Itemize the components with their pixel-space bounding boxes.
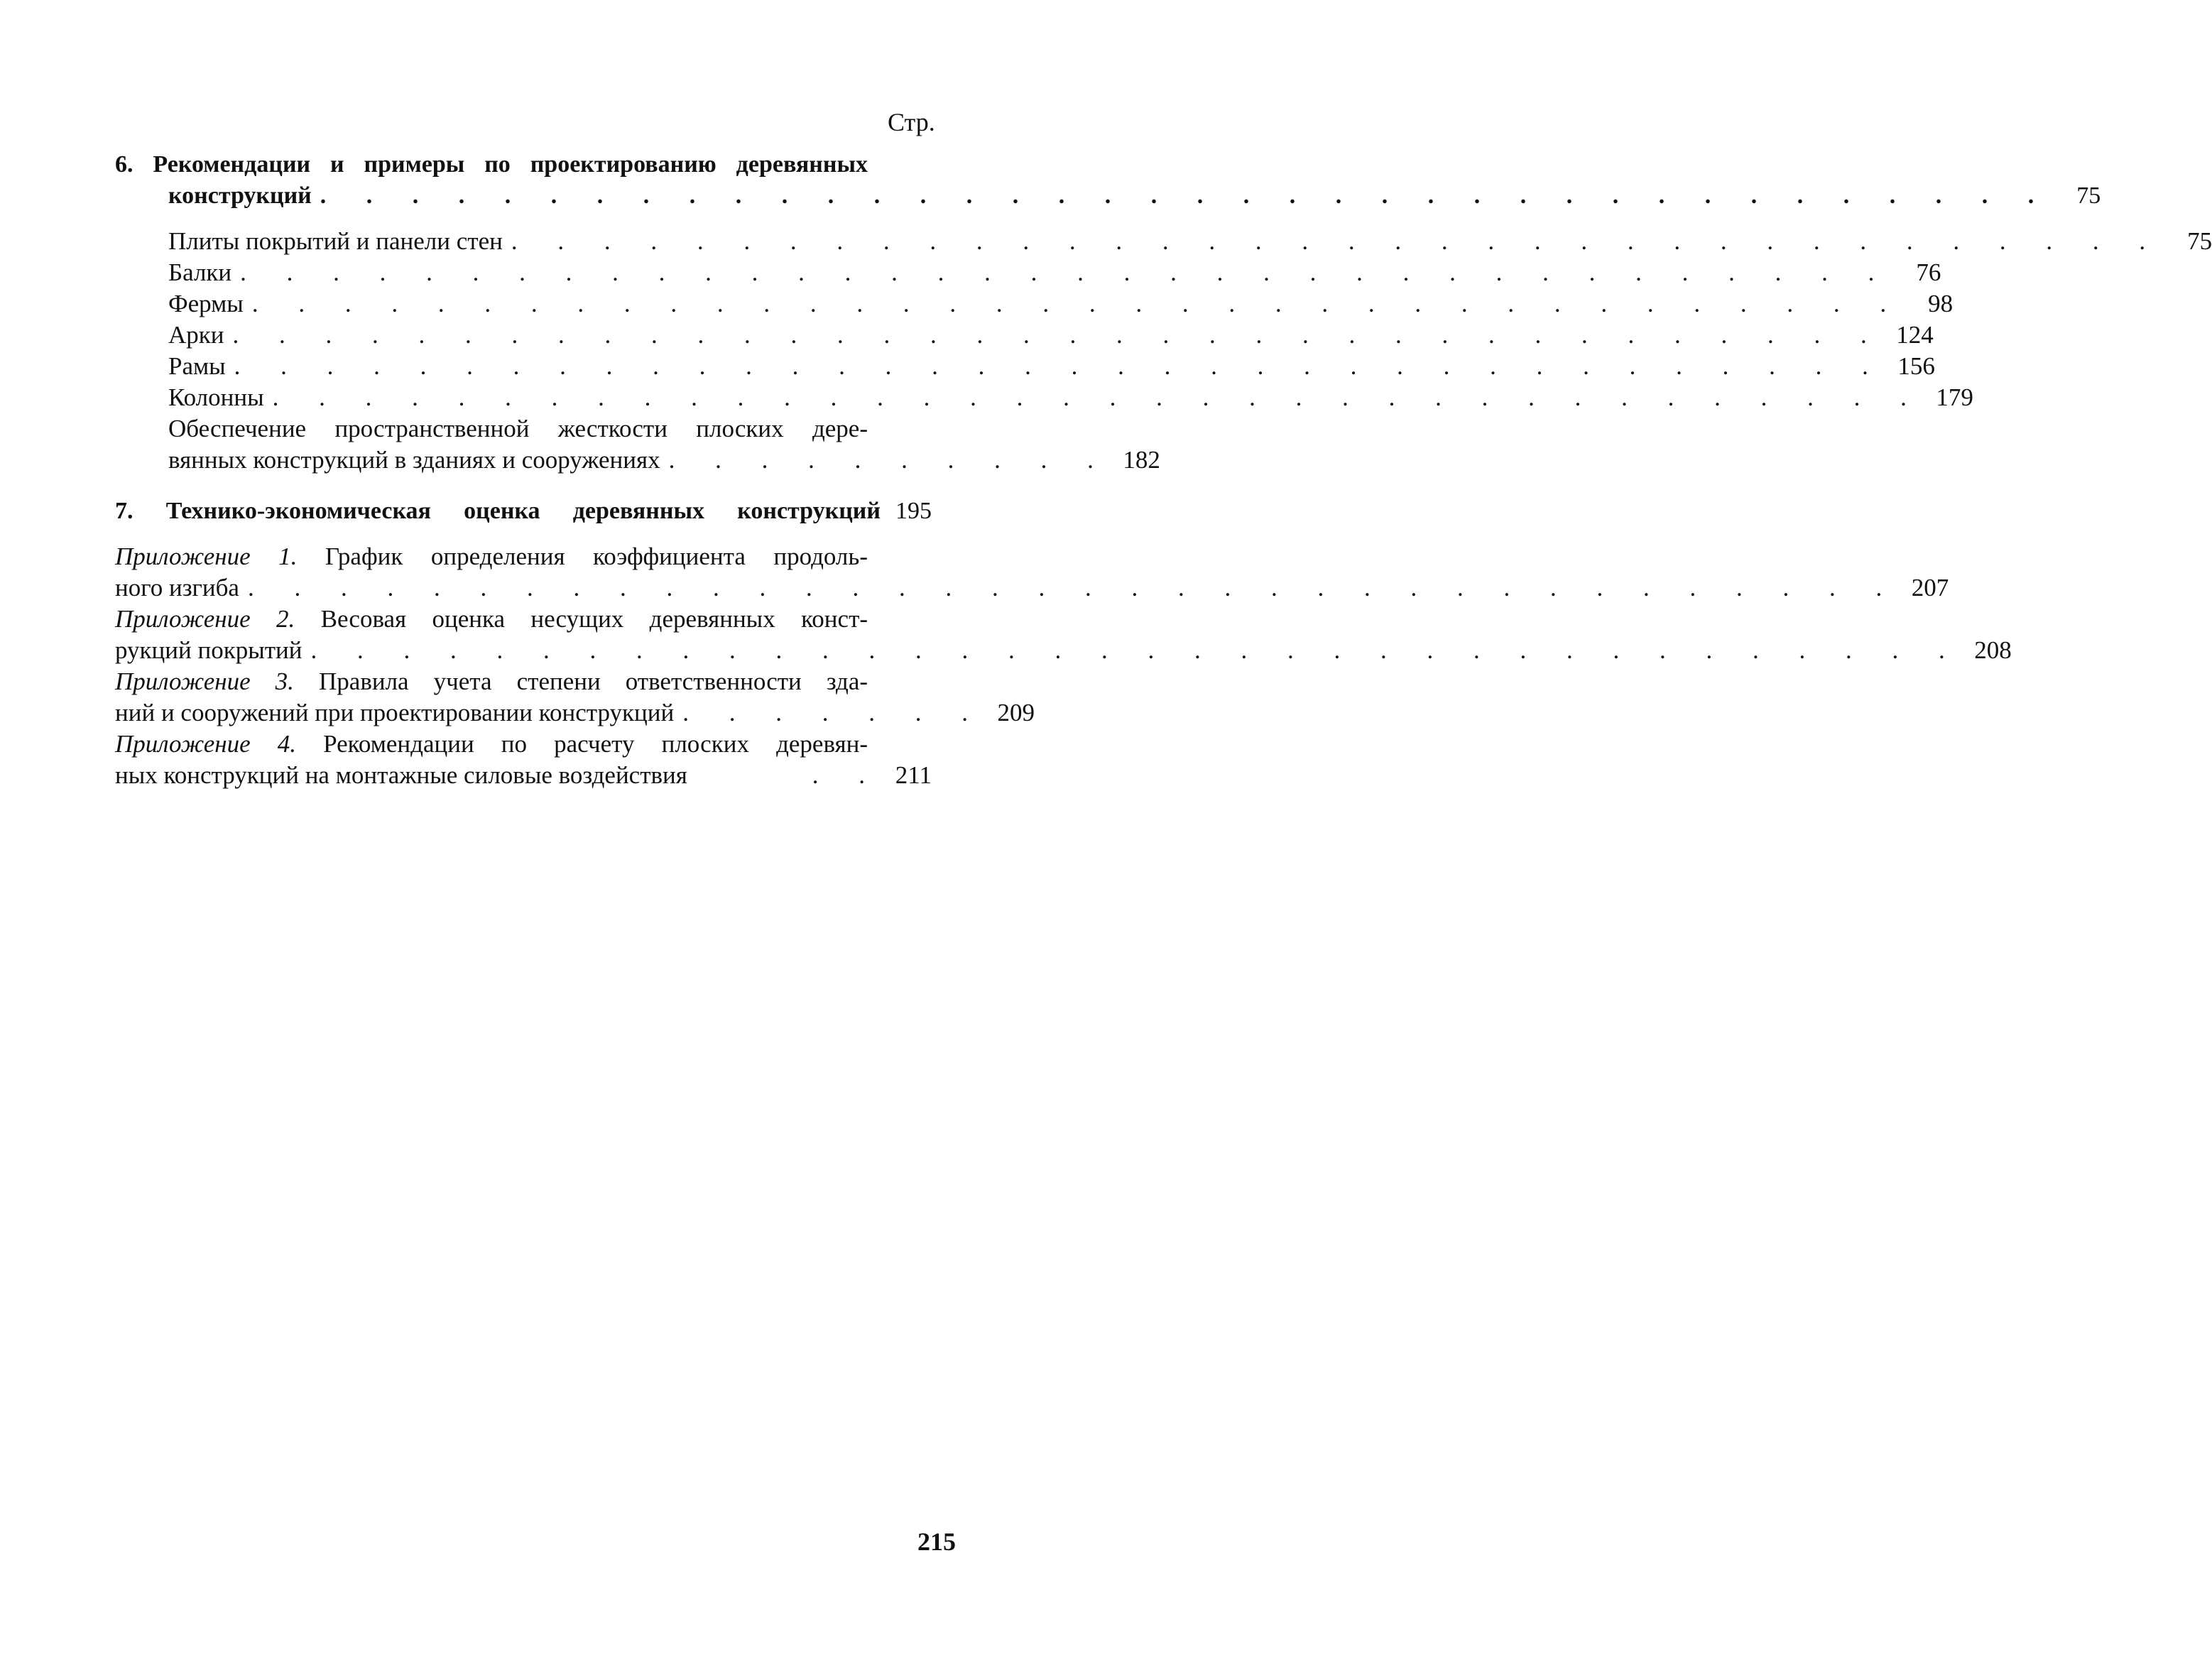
appendix-3-text-line2: ний и сооружений при проектировании конструкций bbox=[115, 699, 675, 726]
toc-entry-section-6 bbox=[115, 180, 2101, 212]
toc-section-6-title-line2: конструкций bbox=[168, 182, 312, 209]
toc-entry-page: 98 bbox=[1928, 290, 1954, 317]
dot-leader: . . . . . . . . . . bbox=[668, 446, 1111, 474]
dot-leader: . . . . . . . . . . . . . . . . . . . . . . . . . . . . . . . . . . . . . . bbox=[320, 182, 2052, 209]
appendix-1-text-line1: График определения коэффициента продоль- bbox=[325, 543, 868, 570]
appendix-4-prefix: Приложение 4. bbox=[115, 730, 296, 758]
toc-entry-label: Арки bbox=[168, 321, 224, 349]
page-number: 215 bbox=[917, 1527, 956, 1556]
toc-appendix-3-line2 bbox=[115, 697, 1035, 729]
toc-section-6-title-line1: 6. Рекомендации и примеры по проектированию деревянных bbox=[115, 151, 868, 178]
dot-leader: . . . . . . . . . . . . . . . . . . . . . . . . . . . . . . . . . . . . bbox=[251, 290, 1904, 317]
toc-entry-label: вянных конструкций в зданиях и сооружениях bbox=[168, 446, 660, 474]
toc-entry bbox=[115, 351, 1935, 382]
toc-appendix-4-line2 bbox=[115, 760, 932, 791]
toc-entry-multiline-line1: Обеспечение пространственной жесткости плоских дере- bbox=[168, 415, 868, 442]
toc-entry bbox=[115, 226, 2212, 257]
appendix-2-text-line1: Весовая оценка несущих деревянных конст- bbox=[320, 605, 868, 633]
appendix-3-text-line1: Правила учета степени ответственности зда- bbox=[319, 668, 868, 695]
appendix-4-text-line1: Рекомендации по расчету плоских деревян- bbox=[323, 730, 868, 758]
appendix-2-page: 208 bbox=[1974, 636, 2012, 664]
toc-appendix-4-line1 bbox=[115, 729, 868, 760]
toc-entry-label: Колонны bbox=[168, 383, 264, 411]
spacer bbox=[115, 476, 932, 496]
toc-entry bbox=[115, 257, 1941, 288]
toc-section-7-title: 7. Технико-экономическая оценка деревянных конструкций bbox=[115, 498, 881, 524]
toc-entry-page: 75 bbox=[2187, 227, 2212, 255]
toc-entry-label: Плиты покрытий и панели стен bbox=[168, 227, 503, 255]
toc-entry bbox=[115, 320, 1934, 351]
toc-entry bbox=[115, 382, 1973, 413]
appendix-4-text-line2: ных конструкций на монтажные силовые воздействия bbox=[115, 761, 687, 789]
dot-leader: . . . . . . . . . . . . . . . . . . . . . . . . . . . . . . . . . . . . bbox=[511, 227, 2163, 255]
toc-entry-page: 124 bbox=[1896, 321, 1934, 349]
toc-entry-page: 182 bbox=[1123, 446, 1160, 474]
dot-leader: . . . . . . . . . . . . . . . . . . . . . . . . . . . . . . . . . . . . bbox=[247, 574, 1900, 601]
toc-section-6-page: 75 bbox=[2076, 182, 2101, 209]
appendix-3-page: 209 bbox=[997, 699, 1035, 726]
spacer bbox=[115, 212, 932, 226]
toc-entry-section-7 bbox=[115, 496, 932, 527]
toc-appendix-3-line1 bbox=[115, 666, 868, 697]
appendix-2-text-line2: рукций покрытий bbox=[115, 636, 303, 664]
toc-section-7-page: 195 bbox=[895, 498, 932, 524]
dot-leader: . . . . . . . . . . . . . . . . . . . . . . . . . . . . . . . . . . . . bbox=[232, 321, 1884, 349]
toc-appendix-1-line1 bbox=[115, 541, 868, 572]
appendix-4-page: 211 bbox=[895, 761, 932, 789]
toc-entry-label: Фермы bbox=[168, 290, 244, 317]
appendix-1-page: 207 bbox=[1911, 574, 1949, 601]
toc-entry-page: 76 bbox=[1916, 258, 1941, 286]
appendix-1-prefix: Приложение 1. bbox=[115, 543, 298, 570]
toc-appendix-2-line2 bbox=[115, 635, 2012, 666]
page-column-label: Стр. bbox=[888, 108, 935, 136]
spacer bbox=[115, 527, 932, 541]
toc-entry-label: Рамы bbox=[168, 352, 226, 380]
dot-leader: . . . . . . . . . . . . . . . . . . . . . . . . . . . . . . . . . . . . bbox=[310, 636, 1962, 664]
toc-entry-label: Балки bbox=[168, 258, 232, 286]
toc-entry bbox=[115, 288, 1954, 320]
dot-leader: . . . . . . . . . . . . . . . . . . . . . . . . . . . . . . . . . . . . bbox=[240, 258, 1892, 286]
toc-appendix-1-line2 bbox=[115, 572, 1949, 604]
appendix-1-text-line2: ного изгиба bbox=[115, 574, 239, 601]
dot-leader: . . . . . . . . . . . . . . . . . . . . . . . . . . . . . . . . . . . . bbox=[272, 383, 1924, 411]
dot-leader: . . . . . . . . . . . . . . . . . . . . . . . . . . . . . . . . . . . . bbox=[234, 352, 1885, 380]
table-of-contents bbox=[115, 149, 2212, 791]
toc-entry bbox=[115, 445, 1160, 476]
appendix-3-prefix: Приложение 3. bbox=[115, 668, 294, 695]
dot-leader: . . bbox=[812, 761, 882, 789]
toc-appendix-2-line1 bbox=[115, 604, 868, 635]
appendix-2-prefix: Приложение 2. bbox=[115, 605, 295, 633]
toc-entry-page: 179 bbox=[1936, 383, 1973, 411]
toc-entry-page: 156 bbox=[1897, 352, 1935, 380]
dot-leader: . . . . . . . bbox=[682, 699, 985, 726]
